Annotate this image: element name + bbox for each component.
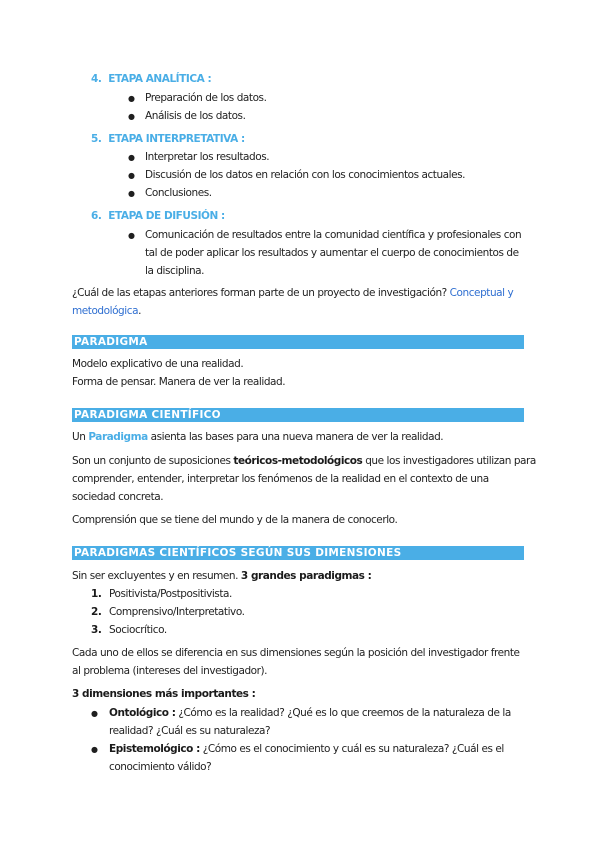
paradigma-line-2: Forma de pensar. Manera de ver la realidad. bbox=[72, 376, 286, 388]
number: 3. bbox=[91, 624, 102, 636]
ontologico-line-2: realidad? ¿Cuál es su naturaleza? bbox=[109, 725, 271, 737]
pc-paragraph-1 bbox=[72, 430, 443, 444]
bold-text: teóricos-metodológicos bbox=[233, 455, 363, 467]
list-item: Análisis de los datos. bbox=[145, 110, 246, 122]
stage-title: ETAPA DE DIFUSIÓN : bbox=[108, 210, 225, 222]
bullet-icon: ● bbox=[128, 94, 135, 103]
paradigm-number bbox=[91, 587, 101, 601]
list-item: Discusión de los datos en relación con los conocimientos actuales. bbox=[145, 169, 466, 181]
paradigm-item: Positivista/Postpositivista. bbox=[109, 588, 232, 600]
pc-paragraph-2-line-1 bbox=[72, 454, 536, 468]
bold-text: 3 dimensiones más importantes : bbox=[72, 688, 256, 700]
dimensiones-intro bbox=[72, 569, 371, 583]
paradigm-number bbox=[91, 623, 101, 637]
list-item: Preparación de los datos. bbox=[145, 92, 267, 104]
dimensiones-paragraph-line-1: Cada uno de ellos se diferencia en sus dimensiones según la posición del investigador frente bbox=[72, 647, 520, 659]
text: ¿Cómo es la realidad? ¿Qué es lo que creemos de la naturaleza de la bbox=[178, 707, 511, 719]
text: Un bbox=[72, 431, 86, 443]
list-item: Conclusiones. bbox=[145, 187, 212, 199]
stage-5-heading bbox=[91, 132, 245, 146]
epistemologico-line-1 bbox=[109, 742, 504, 756]
list-item-continuation: tal de poder aplicar los resultados y aumentar el cuerpo de conocimientos de bbox=[145, 247, 519, 259]
pc-paragraph-3: Comprensión que se tiene del mundo y de la manera de conocerlo. bbox=[72, 514, 398, 526]
section-header-paradigma: PARADIGMA bbox=[72, 335, 524, 349]
number: 1. bbox=[91, 588, 102, 600]
number: 2. bbox=[91, 606, 102, 618]
text: Sin ser excluyentes y en resumen. bbox=[72, 570, 239, 582]
stage-title: ETAPA ANALÍTICA : bbox=[108, 73, 212, 85]
section-header-paradigma-cientifico: PARADIGMA CIENTÍFICO bbox=[72, 408, 524, 422]
ontologico-line-1 bbox=[109, 706, 511, 720]
bullet-icon: ● bbox=[128, 231, 135, 240]
paradigma-line-1: Modelo explicativo de una realidad. bbox=[72, 358, 244, 370]
stage-4-heading bbox=[91, 72, 211, 86]
text: que los investigadores utilizan para bbox=[365, 455, 536, 467]
question-line-2 bbox=[72, 304, 141, 318]
paradigm-item: Sociocrítico. bbox=[109, 624, 167, 636]
bullet-icon: ● bbox=[91, 709, 98, 718]
dims-title bbox=[72, 687, 255, 701]
pc-paragraph-2-line-2: comprender, entender, interpretar los fenómenos de la realidad en el contexto de una bbox=[72, 473, 489, 485]
bullet-icon: ● bbox=[91, 745, 98, 754]
epistemologico-line-2: conocimiento válido? bbox=[109, 761, 212, 773]
stage-number: 4. bbox=[91, 73, 102, 85]
stage-number: 6. bbox=[91, 210, 102, 222]
bold-text: 3 grandes paradigmas : bbox=[240, 570, 372, 582]
answer-period: . bbox=[138, 305, 141, 317]
bullet-icon: ● bbox=[128, 171, 135, 180]
dimensiones-paragraph-line-2: al problema (intereses del investigador). bbox=[72, 665, 268, 677]
section-header-dimensiones: PARADIGMAS CIENTÍFICOS SEGÚN SUS DIMENSIONES bbox=[72, 546, 524, 560]
answer-text: Conceptual y bbox=[449, 287, 514, 299]
text: ¿Cómo es el conocimiento y cuál es su naturaleza? ¿Cuál es el bbox=[202, 743, 504, 755]
pc-paragraph-2-line-3: sociedad concreta. bbox=[72, 491, 164, 503]
text: asienta las bases para una nueva manera de ver la realidad. bbox=[150, 431, 444, 443]
paradigm-item: Comprensivo/Interpretativo. bbox=[109, 606, 245, 618]
stage-title: ETAPA INTERPRETATIVA : bbox=[108, 133, 245, 145]
bullet-icon: ● bbox=[128, 153, 135, 162]
keyword: Paradigma bbox=[88, 431, 148, 443]
question-text: ¿Cuál de las etapas anteriores forman parte de un proyecto de investigación? bbox=[72, 287, 447, 299]
list-item: Interpretar los resultados. bbox=[145, 151, 270, 163]
list-item-continuation: la disciplina. bbox=[145, 265, 205, 277]
bullet-icon: ● bbox=[128, 189, 135, 198]
paradigm-number bbox=[91, 605, 101, 619]
stage-number: 5. bbox=[91, 133, 102, 145]
bullet-icon: ● bbox=[128, 112, 135, 121]
answer-text: metodológica bbox=[72, 305, 139, 317]
bold-text: Ontológico : bbox=[109, 707, 176, 719]
question-line bbox=[72, 286, 513, 300]
stage-6-heading bbox=[91, 209, 225, 223]
list-item: Comunicación de resultados entre la comunidad científica y profesionales con bbox=[145, 229, 522, 241]
text: Son un conjunto de suposiciones bbox=[72, 455, 231, 467]
bold-text: Epistemológico : bbox=[109, 743, 200, 755]
